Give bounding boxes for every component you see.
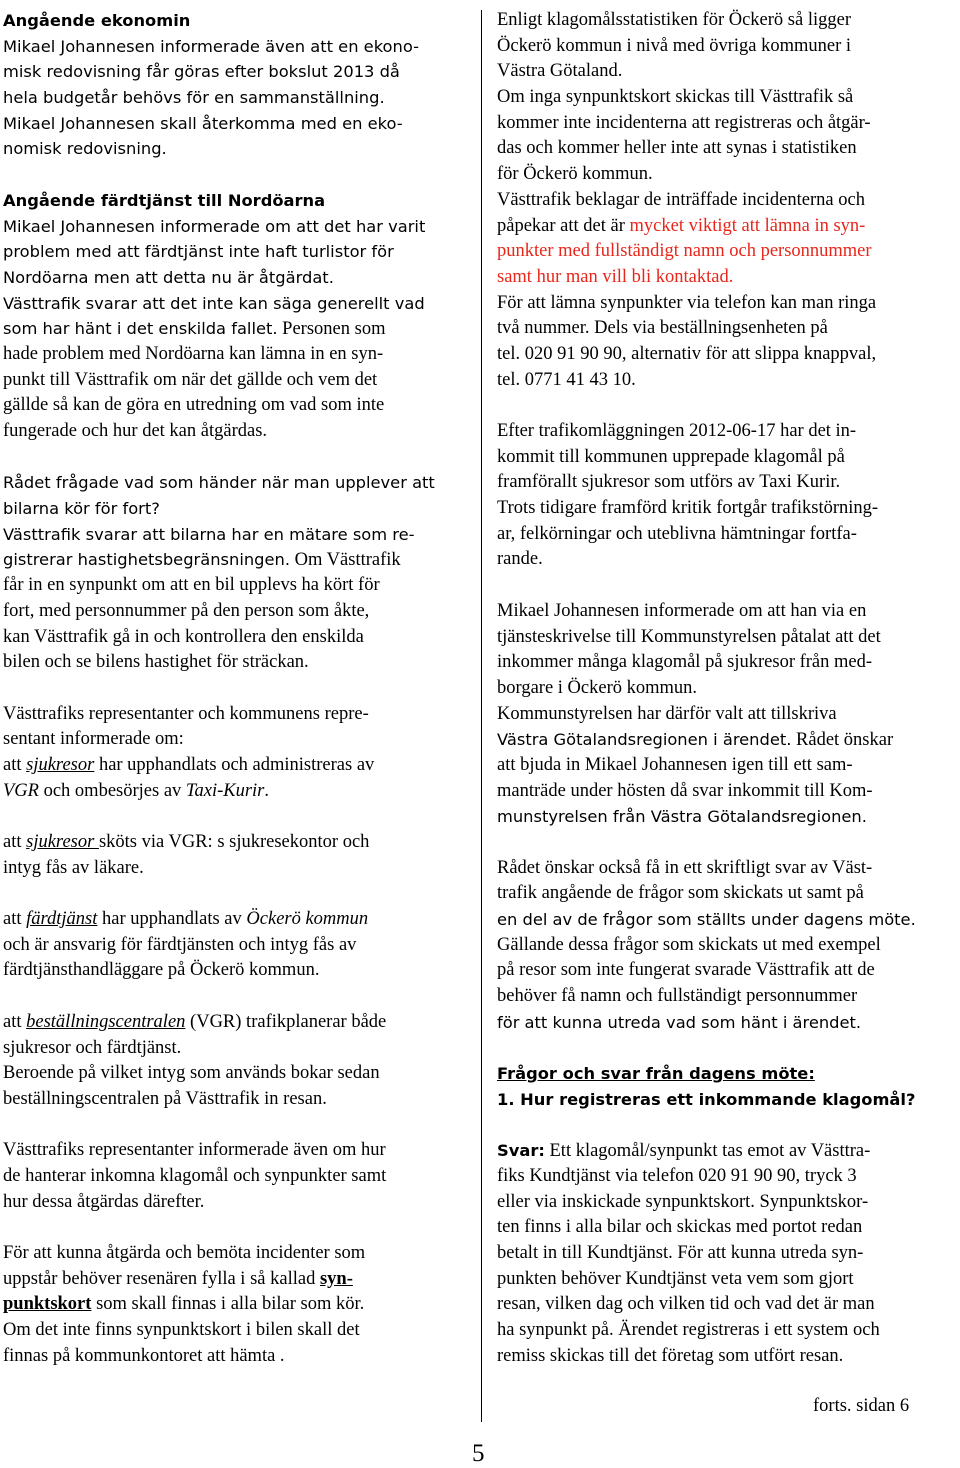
text-line: ha synpunkt på. Ärendet registreras i ett system och	[497, 1320, 880, 1341]
text-line: Mikael Johannesen skall återkomma med en eko-	[3, 113, 403, 133]
text-line: sentant informerade om:	[3, 729, 184, 750]
text-line: beställningscentralen på Västtrafik in resan.	[3, 1088, 327, 1109]
text-line: munstyrelsen från Västra Götalandsregionen.	[497, 807, 867, 827]
text-line: behöver få namn och fullständigt personnummer	[497, 986, 858, 1007]
text-line: Mikael Johannesen informerade även att en ekono-	[3, 36, 419, 56]
text-line: Västra Götaland.	[497, 61, 623, 82]
text-line: två nummer. Dels via beställningsenheten på	[497, 318, 828, 339]
text-line: en del av de frågor som ställts under dagens möte.	[497, 910, 916, 930]
text-line: ar, felkörningar och uteblivna hämtningar fortfa-	[497, 523, 857, 544]
text-line: Västtrafik svarar att bilarna har en mätare som re-	[3, 524, 415, 544]
text-line: finnas på kommunkontoret att hämta .	[3, 1345, 285, 1366]
text-run: gistrerar hastighetsbegränsningen.	[3, 550, 291, 570]
text-line	[497, 727, 957, 753]
text-line	[3, 1010, 468, 1036]
text-line	[3, 1267, 468, 1293]
text-line: Enligt klagomålsstatistiken för Öckerö så ligger	[497, 10, 851, 30]
text-line: misk redovisning får göras efter bokslut 2013 då	[3, 62, 400, 82]
term-sjukresor: sjukresor	[26, 754, 95, 775]
text-line: nomisk redovisning.	[3, 139, 167, 159]
term-vgr: VGR	[3, 780, 39, 801]
term-fardtjanst: färdtjänst	[26, 909, 98, 930]
text-line: resan, vilken dag och vilken tid och vad det är man	[497, 1294, 875, 1315]
text-run: att	[3, 909, 27, 930]
text-line: färdtjänsthandläggare på Öckerö kommun.	[3, 960, 320, 981]
highlight-text: samt hur man vill bli kontaktad.	[497, 266, 734, 287]
text-line: ten finns i alla bilar och skickas med portot redan	[497, 1217, 863, 1238]
text-line: Beroende på vilket intyg som används bokar sedan	[3, 1063, 380, 1084]
text-line: hade problem med Nordöarna kan lämna in en syn-	[3, 343, 384, 364]
text-line: Efter trafikomläggningen 2012-06-17 har det in-	[497, 421, 857, 441]
text-run: påpekar att det är	[497, 215, 630, 236]
highlight-text: mycket viktigt att lämna in syn-	[629, 215, 866, 236]
text-line: Kommunstyrelsen har därför valt att tillskriva	[497, 703, 837, 724]
text-run: har upphandlats och administreras av	[94, 754, 375, 775]
text-line: Västtrafiks representanter och kommunens repre-	[3, 703, 369, 724]
term-synpunktskort: syn-	[319, 1268, 353, 1289]
text-line: intyg fås av läkare.	[3, 857, 144, 878]
right-column	[497, 8, 957, 1369]
text-line: fungerade och hur det kan åtgärdas.	[3, 421, 268, 441]
text-line: Mikael Johannesen informerade om att han via en	[497, 600, 867, 621]
text-line	[3, 547, 468, 573]
text-line: Västtrafik svarar att det inte kan säga generellt vad	[3, 293, 425, 313]
text-line: för Öckerö kommun.	[497, 164, 653, 185]
text-line: problem med att färdtjänst inte haft turlistor för	[3, 242, 394, 262]
text-line: das och kommer heller inte att synas i statistiken	[497, 138, 857, 159]
text-line: framförallt sjukresor som utförs av Taxi Kurir.	[497, 472, 841, 493]
text-line: hur dessa åtgärdas därefter.	[3, 1191, 205, 1212]
text-line: fort, med personnummer på den person som åkte,	[3, 600, 370, 621]
text-line: får in en synpunkt om att en bil upplevs ha kört för	[3, 575, 380, 596]
text-line: på resor som inte fungerat svarade Västtrafik att de	[497, 960, 875, 981]
text-line: punkten behöver Kundtjänst veta vem som gjort	[497, 1268, 854, 1289]
text-line: tel. 0771 41 43 10.	[497, 369, 636, 390]
text-run: Personen som	[277, 319, 386, 340]
text-run: att	[3, 1011, 27, 1032]
text-line: kan Västtrafik gå in och kontrollera den enskilda	[3, 626, 364, 647]
text-run: och ombesörjes av	[38, 780, 186, 801]
qa-heading: Frågor och svar från dagens möte:	[497, 1064, 815, 1084]
text-line: För att lämna synpunkter via telefon kan man ringa	[497, 292, 877, 313]
text-line: Rådet önskar också få in ett skriftligt svar av Väst-	[497, 857, 873, 878]
text-run: som skall finnas i alla bilar som kör.	[91, 1294, 365, 1315]
text-line: Gällande dessa frågor som skickats ut med exempel	[497, 934, 881, 955]
section-heading-economy: Angående ekonomin	[3, 11, 191, 30]
text-line: betalt in till Kundtjänst. För att kunna utreda syn-	[497, 1243, 864, 1263]
text-line: Om det inte finns synpunktskort i bilen skall det	[3, 1320, 360, 1341]
text-run: (VGR) trafikplanerar både	[185, 1011, 387, 1032]
text-run: Om Västtrafik	[290, 550, 401, 571]
text-line	[497, 1138, 957, 1164]
text-line: punkt till Västtrafik om när det gällde och vem det	[3, 369, 378, 390]
text-line: och är ansvarig för färdtjänsten och intyg fås av	[3, 934, 357, 955]
text-line: eller via inskickade synpunktskort. Synpunktskor-	[497, 1191, 869, 1212]
text-line: tel. 020 91 90 90, alternativ för att slippa knappval,	[497, 343, 877, 364]
text-line: rande.	[497, 549, 543, 570]
text-run: .	[264, 780, 270, 801]
page-number: 5	[472, 1440, 485, 1467]
text-line: manträde under hösten då svar inkommit till Kom-	[497, 780, 873, 801]
text-line: Rådet frågade vad som händer när man upplever att	[3, 473, 435, 493]
text-line: inkommer många klagomål på sjukresor från med-	[497, 652, 873, 673]
text-run: Ett klagomål/synpunkt tas emot av Västtra-	[544, 1141, 871, 1162]
text-run: som har hänt i det enskilda fallet.	[3, 319, 278, 339]
term-taxi-kurir: Taxi-Kurir	[185, 780, 265, 801]
text-line	[3, 316, 468, 342]
text-line: Om inga synpunktskort skickas till Västtrafik så	[497, 87, 854, 108]
text-run: uppstår behöver resenären fylla i så kallad	[3, 1268, 320, 1289]
text-line	[3, 830, 468, 856]
text-line: För att kunna åtgärda och bemöta incidenter som	[3, 1243, 366, 1263]
text-line: trafik angående de frågor som skickats ut samt på	[497, 883, 864, 904]
text-line: Nordöarna men att detta nu är åtgärdat.	[3, 267, 334, 287]
text-line: bilarna kör för fort?	[3, 499, 160, 519]
left-column	[3, 8, 468, 1369]
text-line: att bjuda in Mikael Johannesen igen till ett sam-	[497, 754, 853, 775]
text-run: att	[3, 832, 27, 852]
text-line	[497, 214, 957, 240]
text-line: för att kunna utreda vad som hänt i ärendet.	[497, 1012, 862, 1032]
text-run: att	[3, 754, 27, 775]
highlight-text: punkter med fullständigt namn och personnummer	[497, 241, 872, 262]
text-line: borgare i Öckerö kommun.	[497, 677, 698, 698]
text-line: Öckerö kommun i nivå med övriga kommuner i	[497, 35, 851, 56]
text-line: tjänsteskrivelse till Kommunstyrelsen påtalat att det	[497, 626, 881, 647]
text-line	[3, 753, 468, 779]
term-ockero-kommun: Öckerö kommun	[246, 909, 369, 930]
term-synpunktskort: punktskort	[3, 1294, 92, 1315]
text-run: sköts via VGR: s sjukresekontor och	[98, 832, 370, 852]
text-line: Västtrafiks representanter informerade även om hur	[3, 1140, 386, 1161]
text-line: fiks Kundtjänst via telefon 020 91 90 90, tryck 3	[497, 1165, 857, 1186]
text-line: hela budgetår behövs för en sammanställning.	[3, 88, 385, 108]
text-line	[3, 779, 468, 805]
text-line	[3, 907, 468, 933]
question-heading: 1. Hur registreras ett inkommande klagomål?	[497, 1089, 916, 1109]
term-bestallningscentralen: beställningscentralen	[26, 1011, 186, 1032]
column-divider	[481, 10, 482, 1422]
answer-label: Svar:	[497, 1141, 545, 1161]
continued-note: forts. sidan 6	[813, 1396, 910, 1416]
section-heading-fardtjanst: Angående färdtjänst till Nordöarna	[3, 190, 326, 210]
text-line: Mikael Johannesen informerade om att det har varit	[3, 216, 426, 236]
text-run: Västra Götalandsregionen i ärendet.	[497, 730, 792, 750]
text-line: sjukresor och färdtjänst.	[3, 1037, 182, 1058]
text-run: har upphandlats av	[97, 909, 247, 930]
text-line: gällde så kan de göra en utredning om vad som inte	[3, 395, 385, 416]
text-line: kommer inte incidenterna att registreras och åtgär-	[497, 112, 871, 133]
text-line	[3, 1292, 468, 1318]
text-line: Västtrafik beklagar de inträffade incidenterna och	[497, 189, 865, 210]
text-line: Trots tidigare framförd kritik fortgår trafikstörning-	[497, 498, 879, 519]
text-line: de hanterar inkomna klagomål och synpunkter samt	[3, 1165, 387, 1186]
term-sjukresor: sjukresor	[26, 832, 99, 852]
text-run: Rådet önskar	[791, 730, 894, 751]
text-line: kommit till kommunen upprepade klagomål på	[497, 446, 845, 467]
text-line: remiss skickas till det företag som utfört resan.	[497, 1345, 844, 1366]
text-line: bilen och se bilens hastighet för sträckan.	[3, 652, 309, 673]
